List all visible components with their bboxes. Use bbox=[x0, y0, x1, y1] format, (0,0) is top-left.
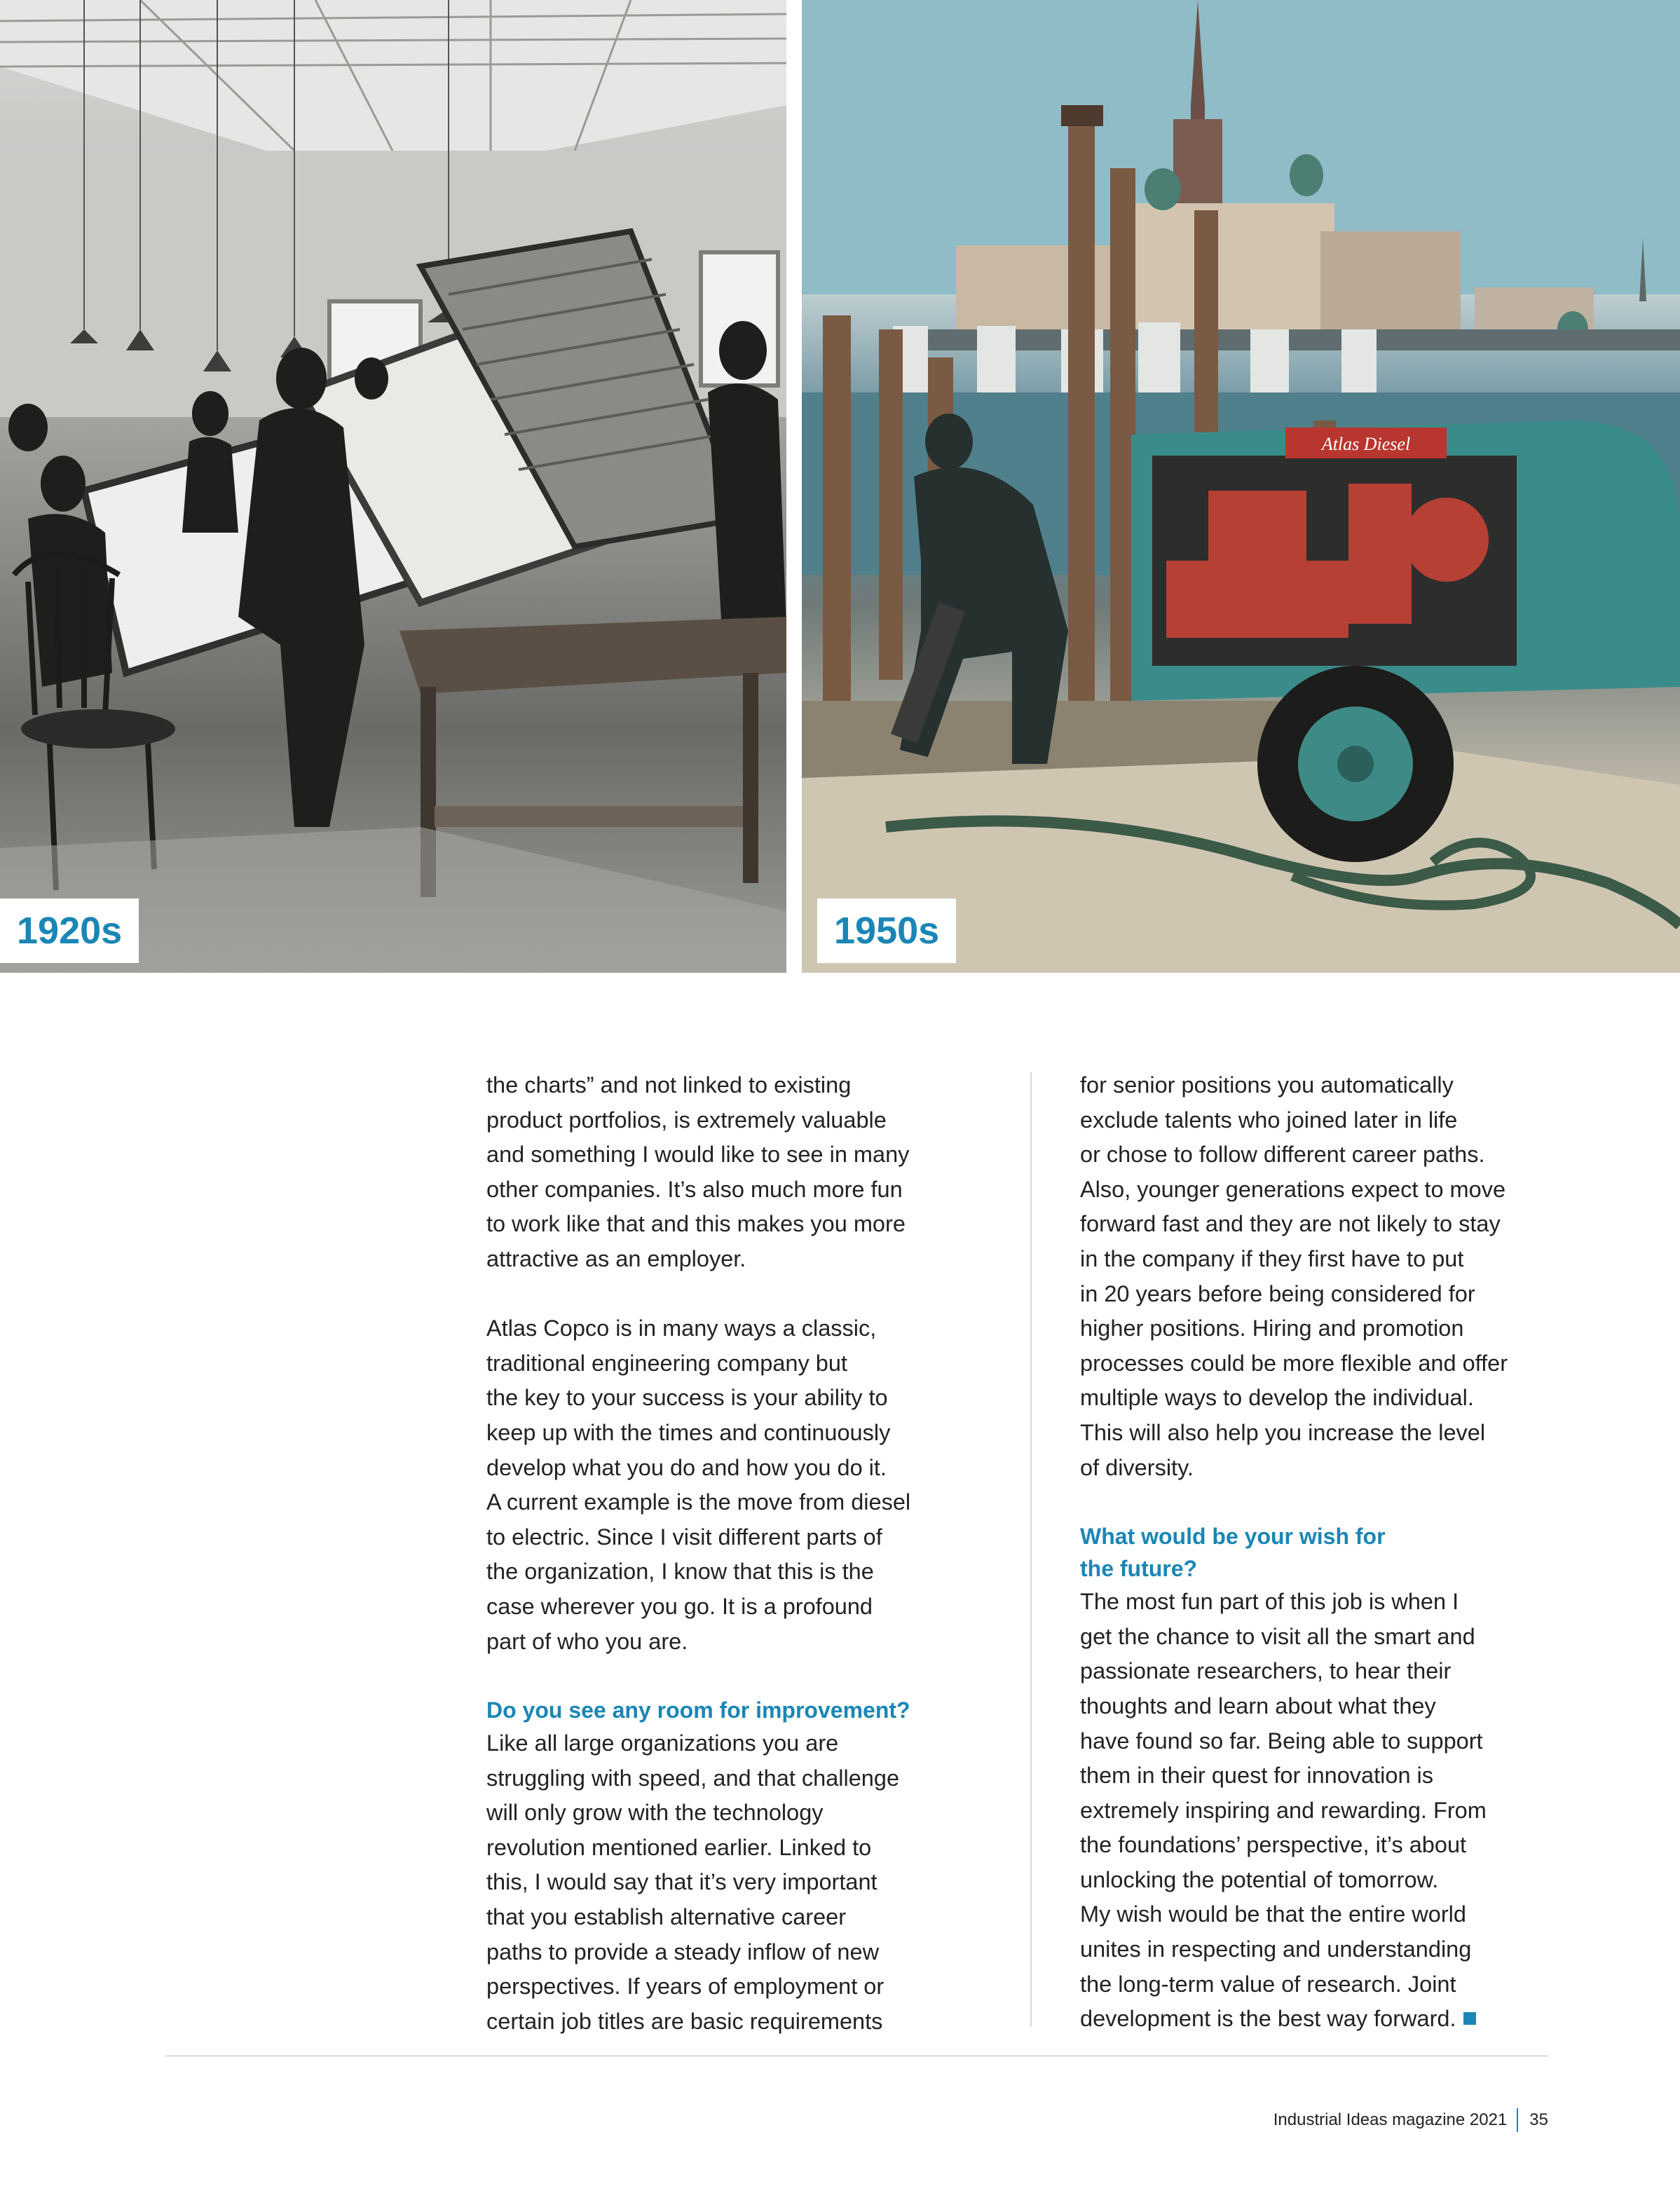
magazine-title: Industrial Ideas magazine 2021 bbox=[1273, 2110, 1508, 2129]
paragraph-final-text: The most fun part of this job is when I get the chance to visit all the smart and passionate researchers, to hear their thoughts and learn about what they have found so far. Being able to support them in their quest for innovation is extremely inspiring and rewarding. From the foundations’ perspective, it’s about unlocking the potential of tomorrow. My wish would be that the entire world unites in respecting and understanding the long-term value of research. Joint development is the best way forward. bbox=[1080, 1589, 1487, 2032]
atlas-diesel-sign: Atlas Diesel bbox=[1321, 434, 1411, 454]
article-column-right bbox=[1080, 1068, 1564, 2037]
page-number: 35 bbox=[1529, 2110, 1548, 2129]
footer-separator bbox=[1517, 2108, 1518, 2132]
article-column-left bbox=[486, 1068, 970, 2039]
photo-1920s-drafting-room bbox=[0, 0, 786, 973]
drafting-room-illustration bbox=[0, 0, 786, 973]
section-heading-improvement: Do you see any room for improvement? bbox=[486, 1697, 910, 1723]
section-heading-wish: What would be your wish for the future? bbox=[1080, 1524, 1386, 1582]
footer-divider bbox=[165, 2055, 1548, 2057]
paragraph: Like all large organizations you are struggling with speed, and that challenge will only grow with the technology revolution mentioned earlier. Linked to this, I would say that it’s very important that you establish alternative career paths to provide a steady inflow of new perspectives. If years of employment or certain job titles are basic requirements bbox=[486, 1730, 900, 2034]
decade-label-1950s: 1950s bbox=[817, 899, 956, 963]
column-divider bbox=[1030, 1072, 1032, 2027]
page-footer bbox=[1273, 2108, 1548, 2132]
paragraph: Atlas Copco is in many ways a classic, traditional engineering company but the key to your success is your ability to keep up with the times and continuously develop what you do and how you do it. A current example is the move from diesel to electric. Since I visit different parts of the organization, I know that this is the case wherever you go. It is a profound part of who you are. bbox=[486, 1316, 911, 1654]
decade-label-1920s: 1920s bbox=[0, 899, 139, 963]
end-of-article-square-icon bbox=[1463, 2012, 1476, 2025]
paragraph: for senior positions you automatically exclude talents who joined later in life or chose to follow different career paths. Also, younger generations expect to move forward fast and they are not likely to stay in the company if they first have to put in 20 years before being considered for higher positions. Hiring and promotion processes could be more flexible and offer multiple ways to develop the individual. This will also help you increase the level of diversity. bbox=[1080, 1072, 1508, 1480]
paragraph: the charts” and not linked to existing product portfolios, is extremely valuable and something I would like to see in many other companies. It’s also much more fun to work like that and this makes you more attractive as an employer. bbox=[486, 1072, 910, 1271]
compressor-harbor-illustration bbox=[802, 0, 1680, 973]
photo-1950s-compressor bbox=[802, 0, 1680, 973]
paragraph-final bbox=[1080, 1585, 1564, 2037]
